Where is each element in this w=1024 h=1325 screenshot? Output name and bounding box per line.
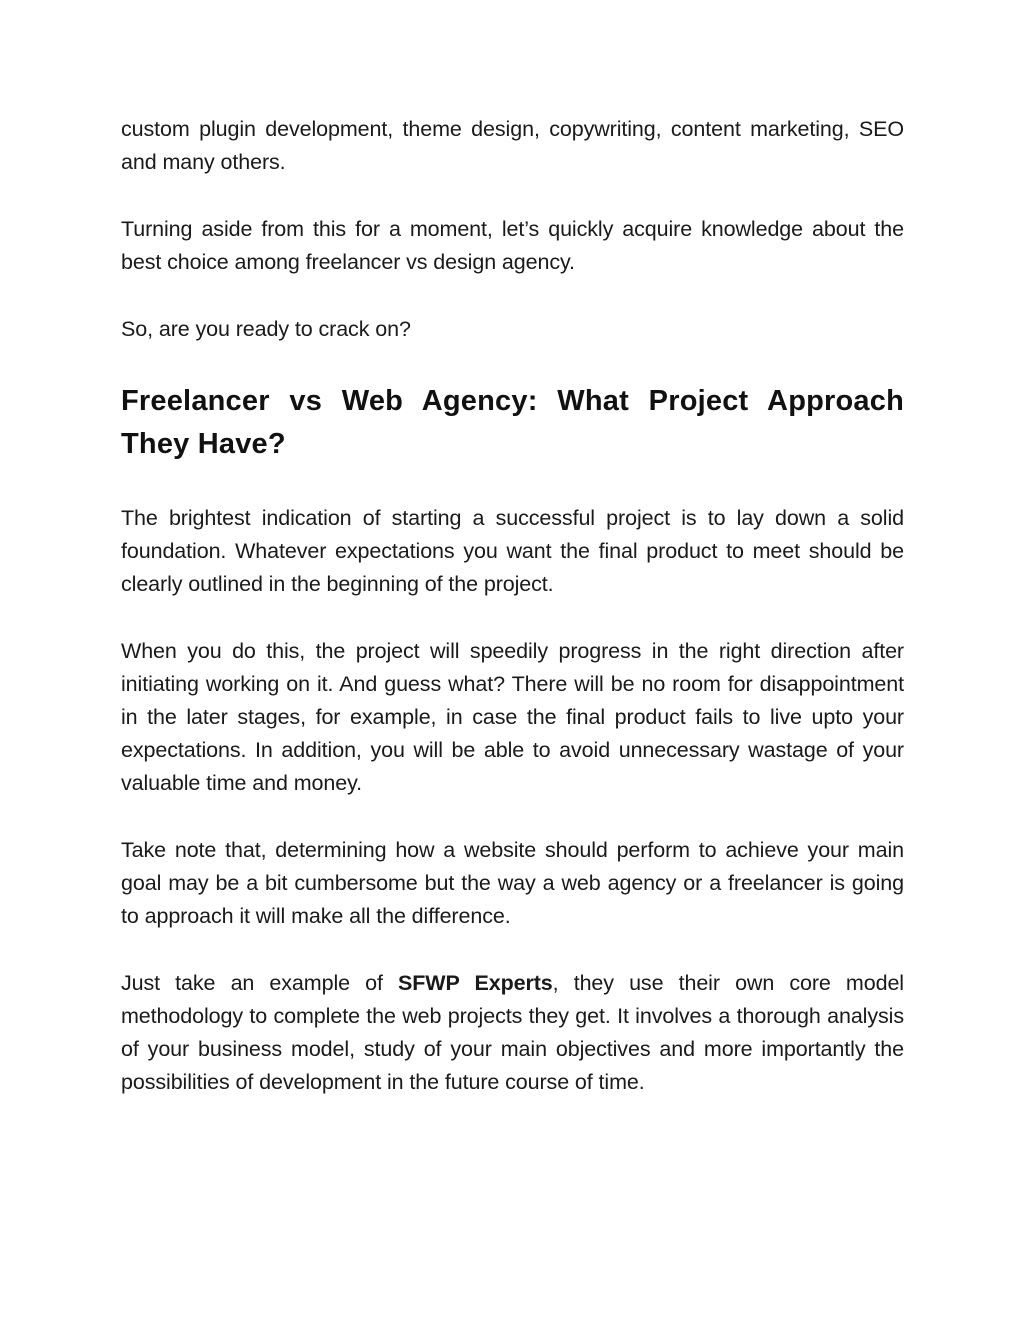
body-paragraph-1: The brightest indication of starting a successful project is to lay down a solid foundation. Whatever expectations you want the final product to meet should be clearly outlined in the beginning of the project. [121, 506, 904, 596]
company-name: SFWP Experts [398, 971, 553, 995]
final-paragraph [121, 967, 904, 1099]
body-paragraph-3: Take note that, determining how a website should perform to achieve your main goal may be a bit cumbersome but the way a web agency or a freelancer is going to approach it will make all the difference. [121, 838, 904, 928]
intro-paragraph-3: So, are you ready to crack on? [121, 317, 411, 341]
intro-paragraph-1: custom plugin development, theme design, copywriting, content marketing, SEO and many others. [121, 117, 904, 174]
final-paragraph-suffix: , they use their own core model methodology to complete the web projects they get. It involves a thorough analysis of your business model, study of your main objectives and more importantly the possibilities of development in the future course of time. [121, 971, 904, 1094]
document-page [121, 113, 904, 1133]
section-heading: Freelancer vs Web Agency: What Project Approach They Have? [121, 385, 904, 460]
final-paragraph-prefix: Just take an example of [121, 971, 399, 995]
intro-paragraph-2: Turning aside from this for a moment, let’s quickly acquire knowledge about the best choice among freelancer vs design agency. [121, 217, 904, 274]
body-paragraph-2: When you do this, the project will speedily progress in the right direction after initiating working on it. And guess what? There will be no room for disappointment in the later stages, for example, in case the final product fails to live upto your expectations. In addition, you will be able to avoid unnecessary wastage of your valuable time and money. [121, 639, 904, 795]
